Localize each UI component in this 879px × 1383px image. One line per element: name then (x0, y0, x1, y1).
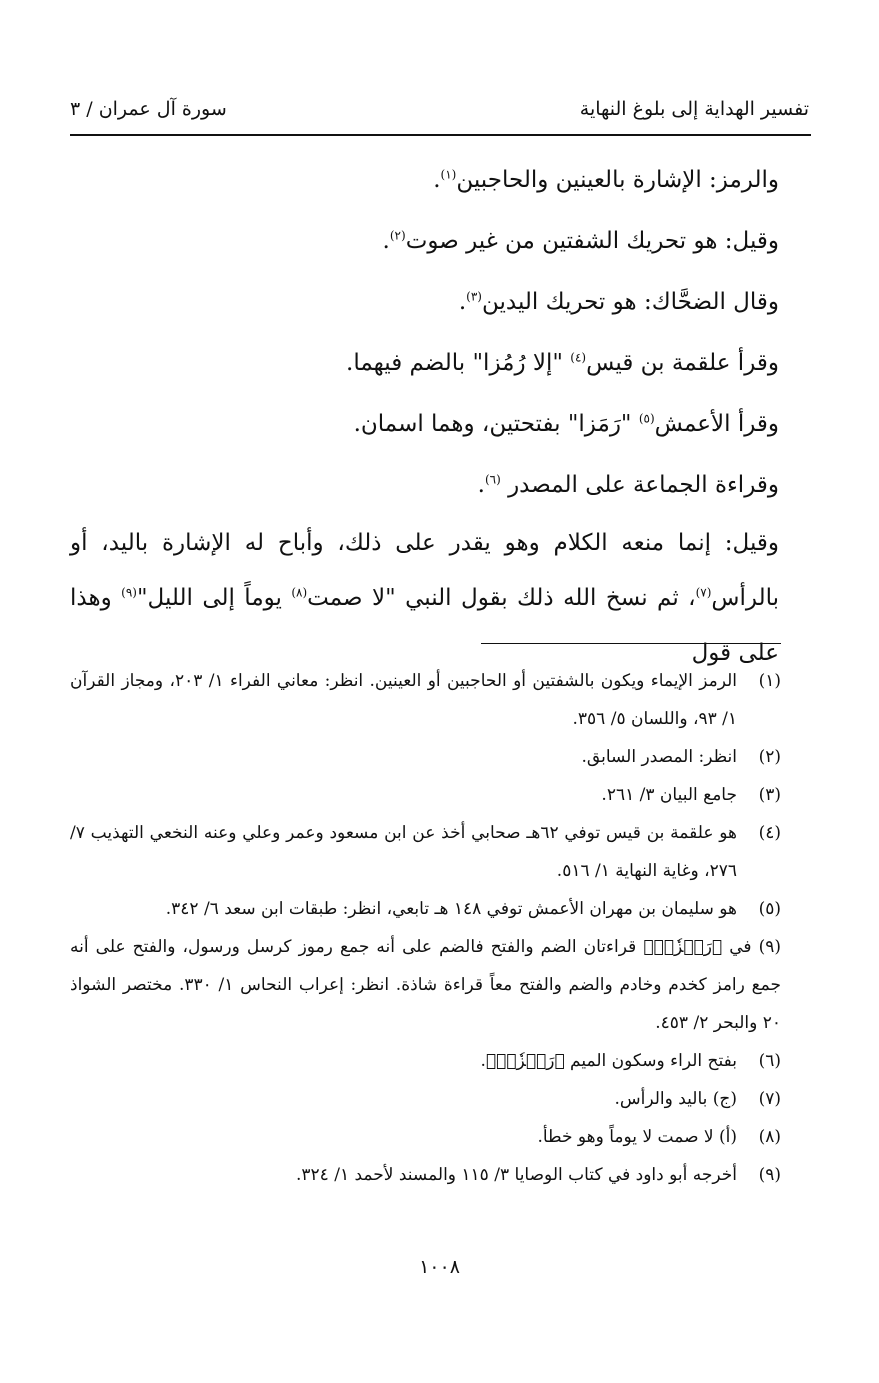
footnote-number: (٣) (758, 785, 781, 805)
text-line: وقال الضحَّاك: هو تحريك اليدين$^{(٣)}$. (458, 289, 779, 315)
page-number: ١٠٠٨ (419, 1256, 460, 1278)
footnote-ref[interactable]: (٢) (389, 228, 406, 243)
footnote-text: أخرجه أبو داود في كتاب الوصايا ٣/ ١١٥ والمسند لأحمد ١/ ٣٢٤. (296, 1165, 737, 1185)
footnote-continuation: (٩) في ﴿رَمۡزٗاۗ﴾ قراءتان الضم والفتح فالضم على أنه جمع رموز كرسل ورسول، والفتح على أنه جمع رامز كخدم وخادم والضم والفتح معاً قراءة شاذة. انظر: إعراب النحاس ١/ ٣٣٠. مختصر الشواذ ٢٠ والبحر ٢/ ٤٥٣. (70, 937, 782, 1033)
text-line: وقرأ الأعمش$^{(٥)}$ "رَمَزا" بفتحتين، وهما اسمان. (353, 411, 779, 437)
footnote-ref[interactable]: (٣) (466, 289, 482, 304)
footnote-7 (70, 1080, 781, 1118)
footnote-number: (٦) (758, 1051, 781, 1071)
footnote-text: هو علقمة بن قيس توفي ٦٢هـ صحابي أخذ عن ابن مسعود وعمر وعلي وعنه النخعي التهذيب ٧/ ٢٧٦، وغاية النهاية ١/ ٥١٦. (70, 823, 737, 881)
footnote-text: جامع البيان ٣/ ٢٦١. (601, 785, 737, 805)
footnote-8 (70, 1118, 781, 1156)
footnote-ref[interactable]: (٨) (291, 585, 308, 600)
footnote-ref[interactable]: (٤) (570, 350, 587, 365)
footnote-number: (١) (758, 671, 781, 691)
footnote-5 (70, 890, 781, 928)
footnote-ref[interactable]: (٩) (121, 585, 137, 600)
footnote-ref[interactable]: (٧) (695, 585, 712, 600)
book-title: تفسير الهداية إلى بلوغ النهاية (579, 98, 809, 120)
footnote-ref[interactable]: (٥) (638, 411, 655, 426)
footnote-number: (٥) (758, 899, 781, 919)
header-divider (70, 134, 811, 136)
running-header (70, 92, 809, 126)
footnote-4 (70, 814, 781, 890)
footnote-text: (أ) لا صمت لا يوماً وهو خطأ. (537, 1127, 737, 1147)
footnote-divider (481, 643, 781, 644)
footnote-1 (70, 662, 781, 738)
text-line: وقيل: هو تحريك الشفتين من غير صوت$^{(٢)}$. (382, 228, 779, 254)
footnote-number: (٩) (758, 1165, 781, 1185)
text-line: وقراءة الجماعة على المصدر $^{(٦)}$. (477, 472, 779, 498)
footnote-2 (70, 738, 781, 776)
footnote-number: (٨) (758, 1127, 781, 1147)
footnote-3 (70, 776, 781, 814)
text-paragraph: وقيل: إنما منعه الكلام وهو يقدر على ذلك، وأباح له الإشارة باليد، أو بالرأس$^{(٧)}$، ثم نسخ الله ذلك بقول النبي "لا صمت$^{(٨)}$ يوماً إلى الليل"$^{(٩)}$ وهذا على قول (70, 530, 779, 666)
sura-label: سورة آل عمران / ٣ (70, 98, 227, 120)
footnote-number: (٧) (758, 1089, 781, 1109)
footnote-text: (ج) باليد والرأس. (614, 1089, 737, 1109)
footnote-number: (٤) (758, 823, 781, 843)
footnote-text: الرمز الإيماء ويكون بالشفتين أو الحاجبين أو العينين. انظر: معاني الفراء ١/ ٢٠٣، ومجاز القرآن ١/ ٩٣، واللسان ٥/ ٣٥٦. (70, 671, 738, 729)
text-line: والرمز: الإشارة بالعينين والحاجبين$^{(١)}$. (433, 167, 779, 193)
footnote-6 (70, 1042, 781, 1080)
main-text (70, 150, 779, 681)
footnote-number: (٢) (758, 747, 781, 767)
footnote-ref[interactable]: (١) (440, 167, 457, 182)
footnote-text: هو سليمان بن مهران الأعمش توفي ١٤٨ هـ تابعي، انظر: طبقات ابن سعد ٦/ ٣٤٢. (165, 899, 737, 919)
footnotes (70, 662, 781, 1194)
footnote-ref[interactable]: (٦) (484, 472, 501, 487)
footnote-9 (70, 1156, 781, 1194)
footnote-text: انظر: المصدر السابق. (581, 747, 737, 767)
footnote-text: بفتح الراء وسكون الميم ﴿رَمۡزٗاۗ﴾. (480, 1051, 737, 1071)
text-line: وقرأ علقمة بن قيس$^{(٤)}$ "إلا رُمُزا" بالضم فيهما. (346, 350, 779, 376)
